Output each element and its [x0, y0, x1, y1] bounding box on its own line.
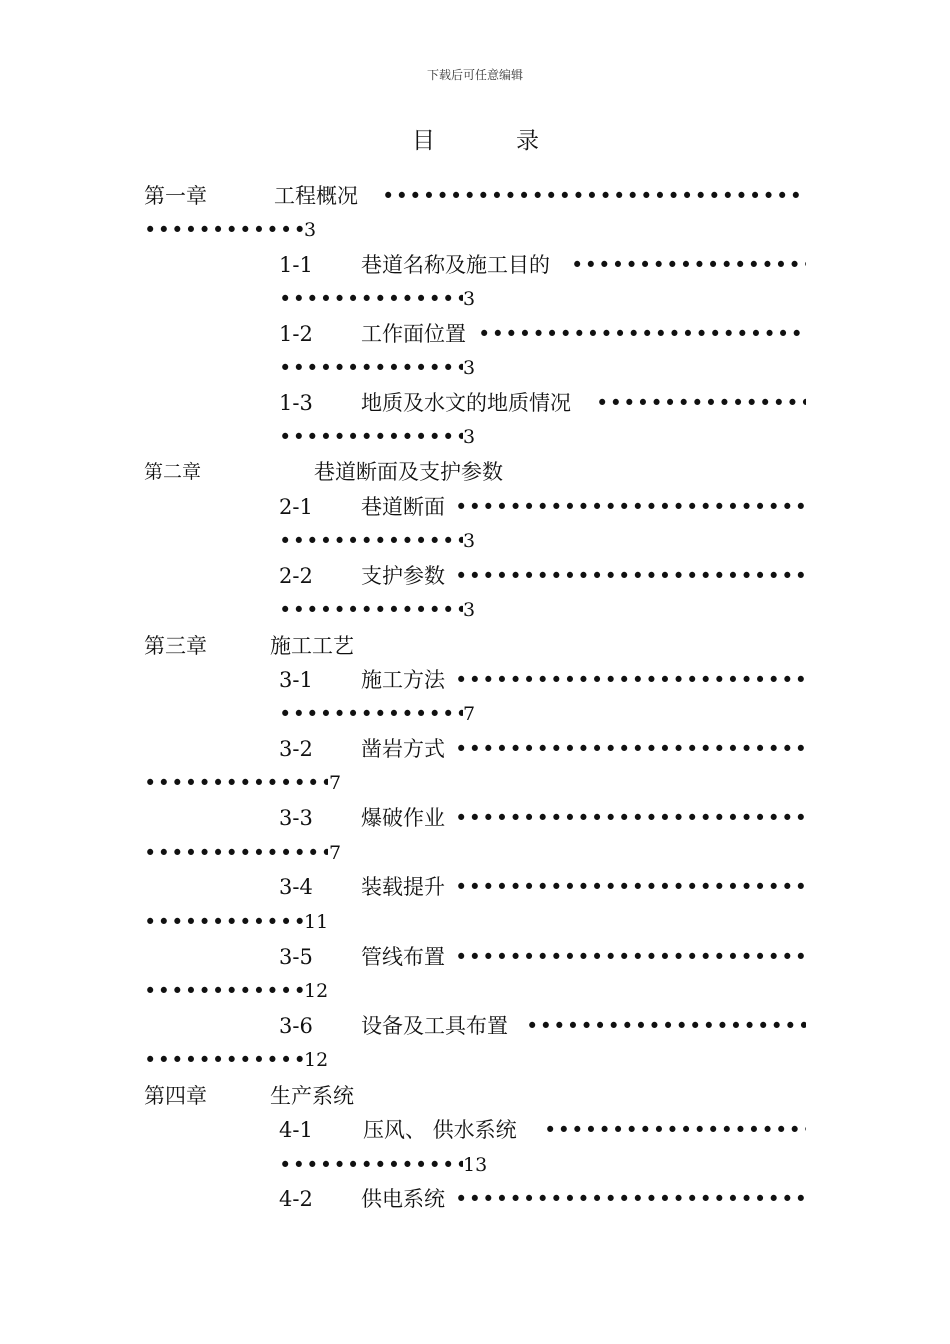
chapter-3-title: 施工工艺 [270, 634, 354, 658]
page-number: 3 [463, 357, 476, 379]
section-number: 1-2 [279, 322, 313, 346]
leader-dots [526, 1011, 806, 1041]
page-number: 3 [463, 426, 476, 448]
section-title: 设备及工具布置 [361, 1014, 508, 1038]
page-number: 13 [463, 1154, 488, 1176]
leader-dots [455, 942, 806, 972]
section-number: 3-6 [279, 1014, 313, 1038]
chapter-2-label: 第二章 [144, 461, 202, 483]
section-number: 3-5 [279, 945, 313, 969]
leader-dots [144, 1045, 304, 1075]
leader-dots [279, 595, 463, 625]
chapter-1-title: 工程概况 [274, 184, 358, 208]
page-header: 下载后可任意编辑 [426, 68, 523, 82]
chapter-3-label: 第三章 [144, 634, 207, 658]
leader-dots [144, 976, 304, 1006]
leader-dots [455, 872, 806, 902]
section-title: 巷道名称及施工目的 [361, 253, 550, 277]
chapter-1-label: 第一章 [144, 184, 207, 208]
leader-dots [144, 768, 328, 798]
section-number: 4-2 [279, 1187, 313, 1211]
section-title: 施工方法 [361, 668, 445, 692]
leader-dots [571, 250, 806, 280]
section-title: 装载提升 [361, 875, 445, 899]
page-number: 12 [304, 1049, 329, 1071]
leader-dots [144, 838, 328, 868]
leader-dots [478, 319, 806, 349]
section-number: 2-1 [279, 495, 313, 519]
leader-dots [279, 422, 463, 452]
section-number: 1-3 [279, 391, 313, 415]
section-title: 巷道断面 [361, 495, 445, 519]
page-number: 7 [329, 772, 342, 794]
leader-dots [279, 1150, 463, 1180]
section-title: 爆破作业 [361, 806, 445, 830]
section-title: 工作面位置 [361, 322, 466, 346]
leader-dots [455, 803, 806, 833]
page-number: 3 [304, 219, 317, 241]
page-number: 3 [463, 599, 476, 621]
chapter-4-title: 生产系统 [270, 1084, 354, 1108]
section-number: 1-1 [279, 253, 313, 277]
section-title: 管线布置 [361, 945, 445, 969]
page-number: 12 [304, 980, 329, 1002]
page-number: 11 [304, 911, 329, 933]
leader-dots [455, 492, 806, 522]
chapter-2-title: 巷道断面及支护参数 [314, 460, 503, 484]
leader-dots [382, 181, 806, 211]
leader-dots [455, 561, 806, 591]
leader-dots [544, 1115, 806, 1145]
section-title: 压风、 供水系统 [363, 1118, 517, 1142]
page-number: 3 [463, 530, 476, 552]
section-number: 2-2 [279, 564, 313, 588]
section-number: 3-2 [279, 737, 313, 761]
toc-title-right: 录 [516, 128, 539, 154]
leader-dots [279, 699, 463, 729]
section-number: 3-1 [279, 668, 313, 692]
section-title: 地质及水文的地质情况 [361, 391, 571, 415]
leader-dots [596, 388, 806, 418]
section-number: 4-1 [279, 1118, 313, 1142]
page-number: 7 [329, 842, 342, 864]
leader-dots [455, 734, 806, 764]
leader-dots [455, 1184, 806, 1214]
section-title: 凿岩方式 [361, 737, 445, 761]
leader-dots [279, 353, 463, 383]
leader-dots [144, 907, 304, 937]
section-number: 3-4 [279, 875, 313, 899]
section-number: 3-3 [279, 806, 313, 830]
leader-dots [279, 526, 463, 556]
leader-dots [455, 665, 806, 695]
section-title: 供电系统 [361, 1187, 445, 1211]
section-title: 支护参数 [361, 564, 445, 588]
leader-dots [144, 215, 304, 245]
toc-title-left: 目 [412, 128, 435, 154]
page-number: 7 [463, 703, 476, 725]
leader-dots [279, 284, 463, 314]
chapter-4-label: 第四章 [144, 1084, 207, 1108]
page-number: 3 [463, 288, 476, 310]
